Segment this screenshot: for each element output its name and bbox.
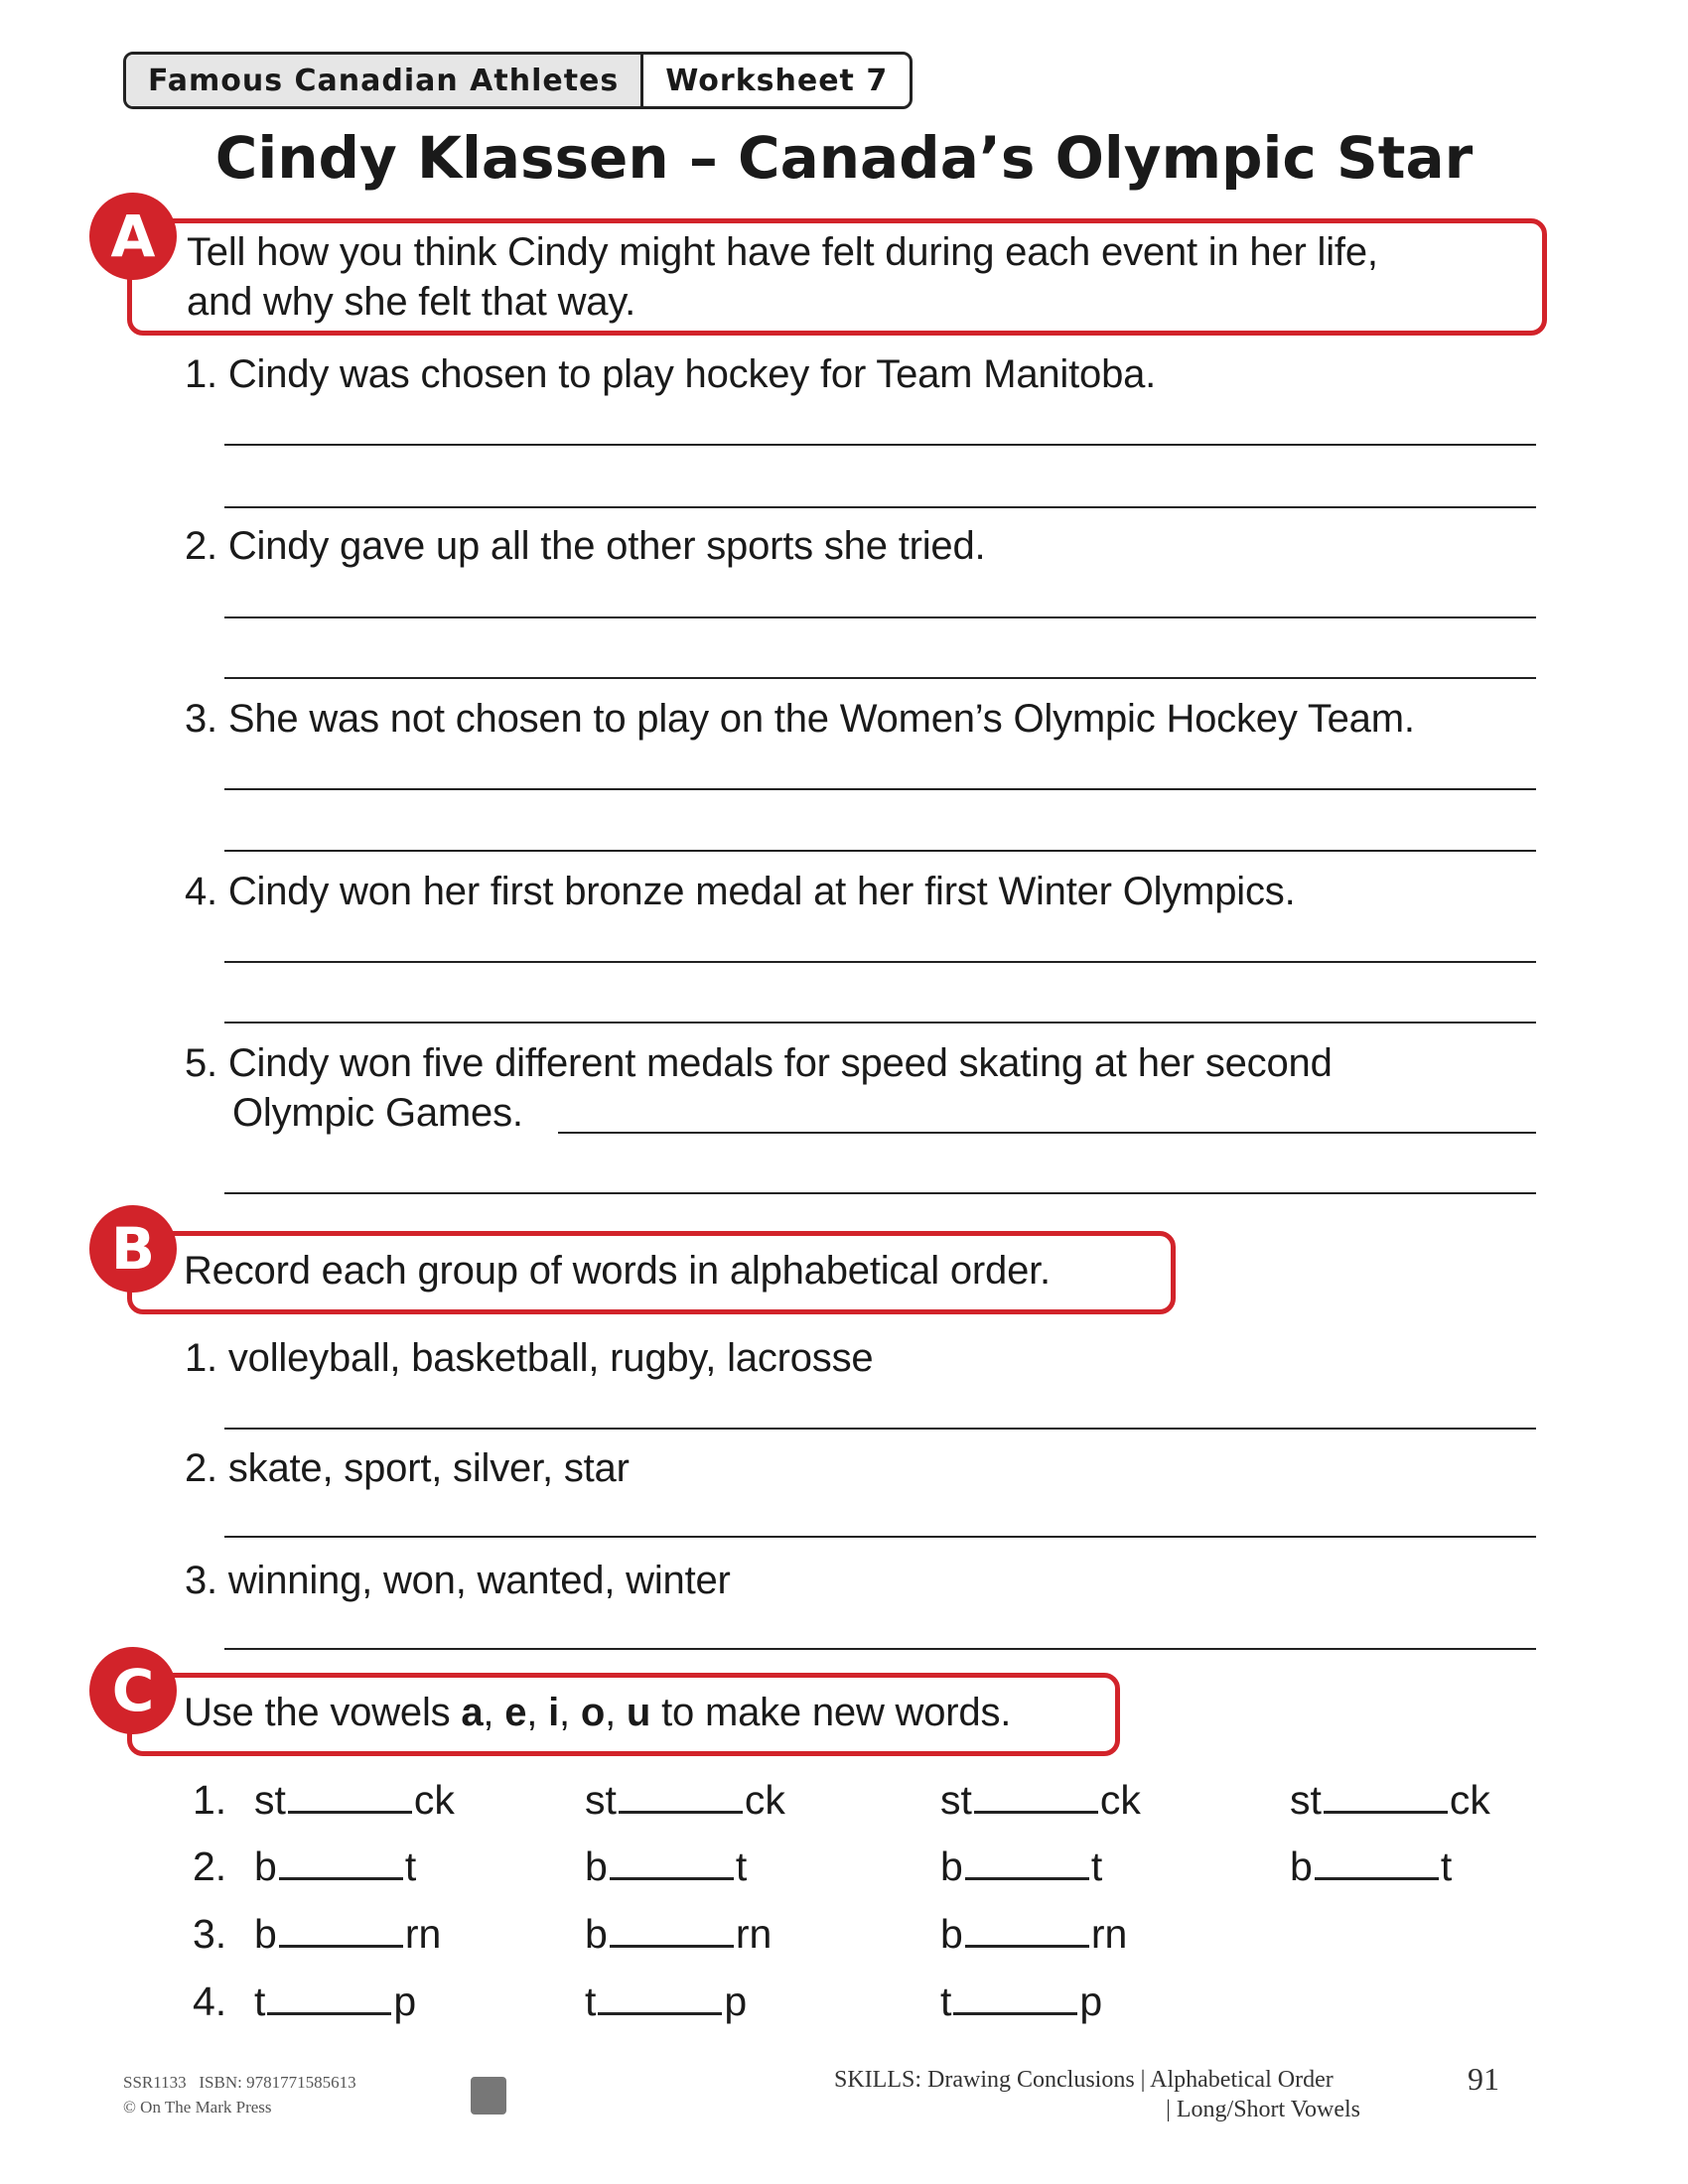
- question-a2: 2. Cindy gave up all the other sports she tried.: [185, 524, 986, 568]
- question-b3: 3. winning, won, wanted, winter: [185, 1559, 731, 1602]
- fill-in-word: [1290, 1843, 1452, 1890]
- question-b1: 1. volleyball, basketball, rugby, lacrosse: [185, 1336, 874, 1380]
- vowel: e: [504, 1691, 527, 1734]
- row-number: 3.: [193, 1911, 227, 1957]
- fill-in-word: [254, 1911, 441, 1958]
- word-start: t: [254, 1979, 266, 2024]
- header-tab: [123, 52, 913, 109]
- footer-skills-line2: | Long/Short Vowels: [1166, 2097, 1360, 2122]
- section-c-badge: C: [89, 1647, 177, 1734]
- word-start: st: [585, 1777, 617, 1823]
- answer-line[interactable]: [224, 1648, 1536, 1650]
- word-end: rn: [404, 1911, 442, 1957]
- answer-line[interactable]: [224, 616, 1536, 618]
- answer-line[interactable]: [224, 961, 1536, 963]
- word-end: ck: [744, 1777, 785, 1823]
- word-start: st: [940, 1777, 972, 1823]
- word-end: p: [393, 1979, 417, 2024]
- word-end: ck: [413, 1777, 455, 1823]
- section-b-instruction: Record each group of words in alphabetical order.: [184, 1249, 1051, 1293]
- fill-in-word: [1290, 1777, 1490, 1824]
- row-number: 4.: [193, 1979, 227, 2024]
- fill-in-word: [585, 1979, 747, 2025]
- vowel-blank[interactable]: [619, 1781, 743, 1814]
- fill-in-word: [940, 1777, 1141, 1824]
- fill-in-word: [585, 1843, 747, 1890]
- fill-in-word: [254, 1843, 416, 1890]
- footer-code: SSR1133 ISBN: 9781771585613: [123, 2073, 356, 2092]
- vowel: o: [580, 1691, 606, 1734]
- series-label: Famous Canadian Athletes: [126, 55, 643, 106]
- answer-line[interactable]: [224, 1022, 1536, 1024]
- fill-in-word: [940, 1979, 1102, 2025]
- word-start: b: [585, 1843, 608, 1889]
- word-end: t: [735, 1843, 748, 1889]
- fill-in-word: [940, 1911, 1127, 1958]
- word-end: t: [1440, 1843, 1453, 1889]
- row-number: 1.: [193, 1777, 227, 1823]
- publisher-logo-icon: [471, 2077, 506, 2115]
- section-a-instruction: [187, 227, 1378, 327]
- fill-in-word: [585, 1777, 785, 1824]
- answer-line[interactable]: [224, 1536, 1536, 1538]
- vowel: a: [461, 1691, 484, 1734]
- section-c-instruction: Use the vowels a, e, i, o, u to make new words.: [184, 1691, 1012, 1734]
- fill-in-word: [254, 1777, 455, 1824]
- vowel-blank[interactable]: [1315, 1847, 1439, 1880]
- answer-line[interactable]: [224, 444, 1536, 446]
- page-number: 91: [1468, 2061, 1499, 2097]
- answer-line[interactable]: [224, 788, 1536, 790]
- word-start: b: [585, 1911, 608, 1957]
- vowel-blank[interactable]: [974, 1781, 1098, 1814]
- section-a-instruction-box: [127, 218, 1547, 336]
- instruction-text: to make new words.: [650, 1691, 1012, 1734]
- answer-line[interactable]: [224, 1428, 1536, 1430]
- question-b2: 2. skate, sport, silver, star: [185, 1446, 630, 1490]
- section-c-instruction-box: [127, 1673, 1120, 1756]
- word-start: b: [940, 1911, 963, 1957]
- fill-in-word: [940, 1843, 1102, 1890]
- word-end: ck: [1449, 1777, 1490, 1823]
- answer-line[interactable]: [224, 1192, 1536, 1194]
- word-end: t: [1090, 1843, 1103, 1889]
- vowel-blank[interactable]: [965, 1847, 1089, 1880]
- vowel-blank[interactable]: [598, 1982, 722, 2015]
- vowel-blank[interactable]: [279, 1847, 403, 1880]
- vowel-blank[interactable]: [953, 1982, 1077, 2015]
- section-b-instruction-box: [127, 1231, 1176, 1314]
- question-a4: 4. Cindy won her first bronze medal at her first Winter Olympics.: [185, 870, 1296, 913]
- vowel: i: [548, 1691, 560, 1734]
- word-start: t: [585, 1979, 597, 2024]
- answer-line[interactable]: [224, 677, 1536, 679]
- answer-line[interactable]: [224, 850, 1536, 852]
- question-a5-line2: Olympic Games.: [232, 1091, 523, 1135]
- fill-in-word: [254, 1979, 416, 2025]
- word-end: p: [1079, 1979, 1103, 2024]
- vowel-blank[interactable]: [965, 1915, 1089, 1948]
- word-end: rn: [1090, 1911, 1128, 1957]
- instruction-text: Use the vowels: [184, 1691, 462, 1734]
- section-a-badge: A: [89, 193, 177, 280]
- word-end: p: [724, 1979, 748, 2024]
- fill-in-word: [585, 1911, 772, 1958]
- vowel-blank[interactable]: [279, 1915, 403, 1948]
- footer-skills-line1: SKILLS: Drawing Conclusions | Alphabetical Order: [834, 2067, 1334, 2093]
- word-end: rn: [735, 1911, 773, 1957]
- vowel-blank[interactable]: [1324, 1781, 1448, 1814]
- section-b-badge: B: [89, 1205, 177, 1293]
- word-end: ck: [1099, 1777, 1141, 1823]
- word-end: t: [404, 1843, 417, 1889]
- word-start: st: [1290, 1777, 1322, 1823]
- answer-line[interactable]: [558, 1132, 1536, 1134]
- word-start: b: [940, 1843, 963, 1889]
- word-start: st: [254, 1777, 286, 1823]
- question-a3: 3. She was not chosen to play on the Women’s Olympic Hockey Team.: [185, 697, 1415, 741]
- answer-line[interactable]: [224, 506, 1536, 508]
- footer-copyright: © On The Mark Press: [123, 2098, 272, 2116]
- question-a1: 1. Cindy was chosen to play hockey for Team Manitoba.: [185, 352, 1157, 396]
- worksheet-label: Worksheet 7: [665, 63, 889, 98]
- vowel-blank[interactable]: [610, 1847, 734, 1880]
- question-a5: 5. Cindy won five different medals for speed skating at her second: [185, 1041, 1333, 1085]
- vowel-blank[interactable]: [610, 1915, 734, 1948]
- word-start: b: [1290, 1843, 1313, 1889]
- vowel-blank[interactable]: [267, 1982, 391, 2015]
- word-start: b: [254, 1843, 277, 1889]
- row-number: 2.: [193, 1843, 227, 1889]
- instruction-line: Tell how you think Cindy might have felt during each event in her life,: [187, 230, 1378, 274]
- word-start: b: [254, 1911, 277, 1957]
- vowel-blank[interactable]: [288, 1781, 412, 1814]
- page-title: Cindy Klassen – Canada’s Olympic Star: [214, 124, 1474, 192]
- vowel: u: [626, 1691, 651, 1734]
- instruction-line: and why she felt that way.: [187, 280, 636, 324]
- word-start: t: [940, 1979, 952, 2024]
